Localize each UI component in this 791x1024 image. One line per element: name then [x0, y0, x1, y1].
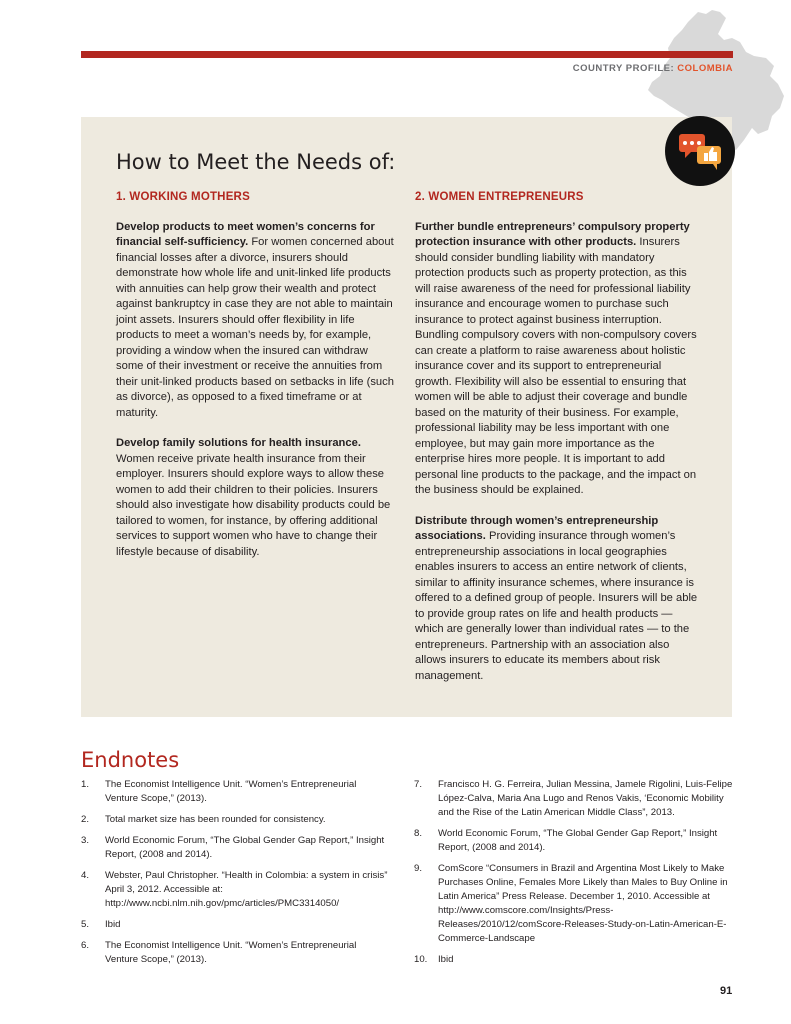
endnote-item [414, 953, 736, 967]
endnote-number: 2. [81, 814, 90, 825]
women-entrepreneurs-heading: 2. WOMEN ENTREPRENEURS [415, 191, 584, 203]
paragraph-lead: Distribute through women’s entrepreneurship associations. [415, 514, 659, 542]
paragraph-body: Women receive private health insurance from their employer. Insurers should explore ways to allow these women to add their children to their policies. Insurers should also investigate how disability products could be tailored to women, for instance, by offering additional services to support women who have to change their lifestyle because of disability. [116, 452, 391, 558]
paragraph [116, 220, 398, 422]
women-entrepreneurs-column [415, 190, 700, 699]
endnotes-list-left [81, 778, 391, 974]
endnote-text: The Economist Intelligence Unit. “Women’s Entrepreneurial Venture Scope,” (2013). [105, 779, 357, 804]
country-profile-label [573, 63, 733, 74]
endnote-item [81, 778, 391, 806]
endnote-text: Webster, Paul Christopher. “Health in Colombia: a system in crisis” April 3, 2012. Accessible at: http://www.ncbi.nlm.nih.gov/pmc/articles/PMC3314050/ [105, 870, 388, 909]
endnote-number: 8. [414, 828, 423, 839]
endnotes-title: Endnotes [81, 748, 180, 772]
endnote-item [81, 918, 391, 932]
endnote-number: 5. [81, 919, 90, 930]
endnote-text: Ibid [105, 919, 121, 930]
paragraph [415, 220, 700, 499]
endnote-number: 4. [81, 870, 90, 881]
endnote-text: Francisco H. G. Ferreira, Julian Messina, Jamele Rigolini, Luis-Felipe López-Calva, Maria Ana Lugo and Renos Vakis, ‘Economic Mobility and the Rise of the Latin American Middle Class”, 2013. [438, 779, 733, 818]
paragraph-lead: Develop family solutions for health insurance. [116, 437, 361, 449]
paragraph-body: Providing insurance through women’s entrepreneurship associations in local geographies enables insurers to access an entire network of clients, similar to affinity insurance schemes, where insurance is offered to a defined group of people. Insurers will be able to provide group rates on life and health products — which are generally lower than individual rates — to the entrepreneurs. Partnership with an association also allows insurers to educate its members about risk management. [415, 530, 698, 682]
paragraph-lead: Develop products to meet women’s concerns for financial self-sufficiency. [116, 220, 375, 248]
profile-label: COUNTRY PROFILE: [572, 63, 675, 74]
paragraph [116, 436, 398, 560]
endnote-number: 3. [81, 835, 90, 846]
endnote-item [81, 869, 391, 911]
endnote-item [81, 939, 391, 967]
endnote-number: 9. [414, 863, 423, 874]
paragraph [415, 514, 700, 685]
header-rule [81, 51, 733, 58]
endnotes-list-right [414, 778, 736, 974]
endnote-text: World Economic Forum, “The Global Gender Gap Report,” Insight Report, (2008 and 2014). [105, 835, 385, 860]
endnote-text: Total market size has been rounded for consistency. [105, 814, 326, 825]
chat-bubbles-icon [665, 116, 735, 186]
profile-country: COLOMBIA [677, 63, 733, 74]
paragraph-body: For women concerned about financial losses after a divorce, insurers should demonstrate how whole life and unit-linked life products with annuities can help grow their wealth and protect against bankruptcy in case they are not able to maintain joint assets. Insurers should offer flexibility in life products to meet a woman’s needs by, for example, providing a window when the insured can withdraw some of their investment or receive the annuities from their unit-linked products based on setbacks in life (such as divorce), as opposed to a fixed timeframe or at maturity. [116, 236, 394, 419]
page-number: 91 [720, 985, 733, 997]
box-title: How to Meet the Needs of: [116, 150, 396, 174]
endnote-number: 7. [414, 779, 423, 790]
paragraph-lead: Further bundle entrepreneurs’ compulsory property protection insurance with other products. [415, 220, 690, 248]
endnote-number: 6. [81, 940, 90, 951]
endnote-text: World Economic Forum, “The Global Gender Gap Report,” Insight Report, (2008 and 2014). [438, 828, 718, 853]
paragraph-body: Insurers should consider bundling liability with mandatory protection products such as property protection, as this will raise awareness of the need for professional liability insurance and encourage women to purchase such insurance to protect against business interruption. Bundling compulsory covers with non-compulsory covers can create a platform to raise awareness about holistic insurance cover and its support to entrepreneurial growth. Flexibility will also be essential to ensuring that women will be able to adjust their coverage and bundle based on the maturity of their business. For example, professional liability may be less important with one employee, but may gain more importance as the enterprise hires more people. It is important to add personal line products to the package, and the impact on the business should be explained. [415, 236, 697, 496]
endnote-text: The Economist Intelligence Unit. “Women’s Entrepreneurial Venture Scope,” (2013). [105, 940, 357, 965]
endnote-item [414, 778, 736, 820]
endnote-item [81, 834, 391, 862]
endnote-text: Ibid [438, 954, 454, 965]
endnote-item [414, 827, 736, 855]
working-mothers-column [116, 190, 398, 575]
endnote-number: 10. [414, 954, 428, 965]
endnote-item [414, 862, 736, 946]
endnote-text: ComScore “Consumers in Brazil and Argentina Most Likely to Make Purchases Online, Females More Likely than Males to Buy Online in Latin America” Press Release. December 1, 2010. Accessible at http://www.comscore.com/Insights/Press-Releases/2010/12/comScore-Releases-Study-on-Latin-American-E-Commerce-Landscape [438, 863, 728, 944]
endnote-number: 1. [81, 779, 90, 790]
endnote-item [81, 813, 391, 827]
working-mothers-heading: 1. WORKING MOTHERS [116, 191, 250, 203]
